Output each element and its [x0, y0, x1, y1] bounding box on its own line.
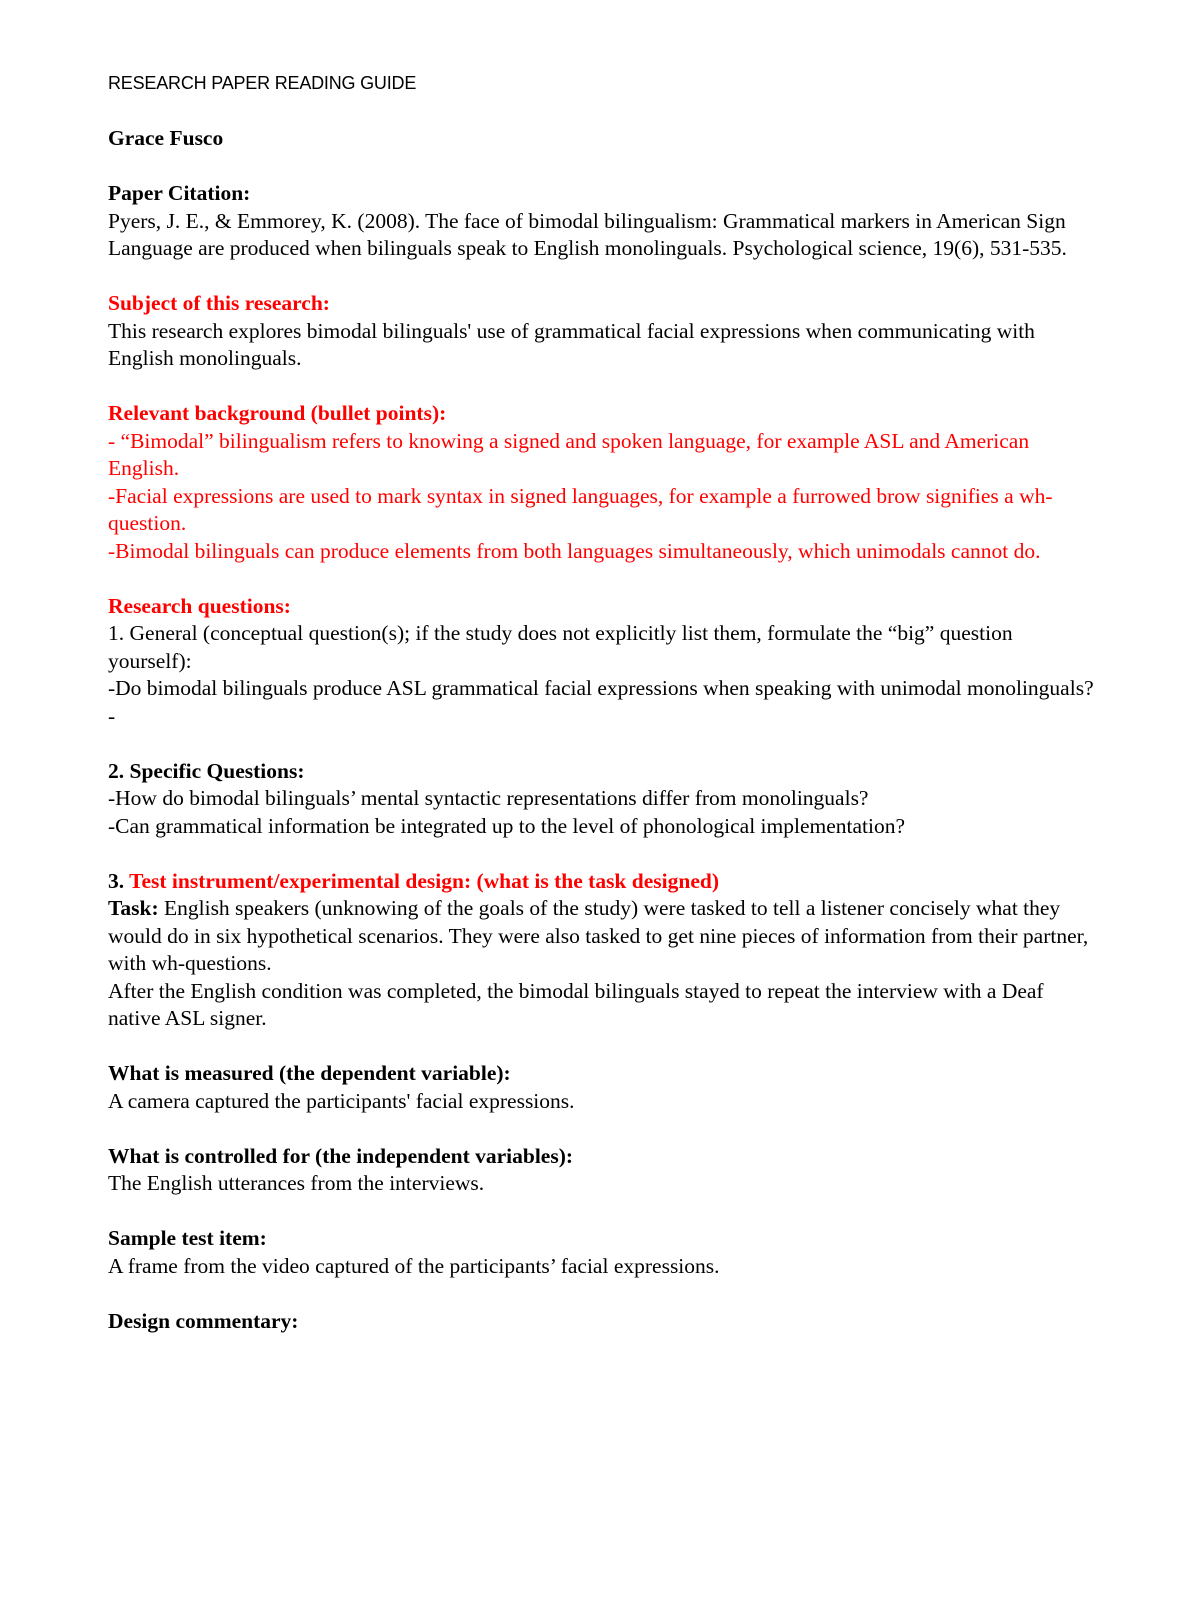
specific-question-item: -Can grammatical information be integrated up to the level of phonological implementation?: [108, 813, 906, 838]
commentary-label: Design commentary:: [108, 1308, 299, 1333]
page-header: RESEARCH PAPER READING GUIDE: [108, 73, 417, 93]
background-bullet: -Bimodal bilinguals can produce elements from both languages simultaneously, which unimodals cannot do.: [108, 538, 1041, 563]
controlled-text: The English utterances from the interviews.: [108, 1171, 485, 1195]
background-bullet: - “Bimodal” bilingualism refers to knowing a signed and spoken language, for example ASL and American English.: [108, 428, 1030, 480]
design-label: Test instrument/experimental design: (what is the task designed): [124, 868, 719, 893]
specific-questions-label: 2. Specific Questions:: [108, 758, 305, 783]
design-heading: [108, 868, 1098, 896]
author-name: Grace Fusco: [108, 126, 224, 150]
measured-text: A camera captured the participants' facial expressions.: [108, 1088, 575, 1113]
general-question-item: -Do bimodal bilinguals produce ASL grammatical facial expressions when speaking with unimodal monolinguals?: [108, 676, 1094, 700]
task-paragraph: [108, 895, 1098, 978]
research-questions-label: Research questions:: [108, 593, 291, 618]
background-label: Relevant background (bullet points):: [108, 401, 447, 425]
subject-label: Subject of this research:: [108, 291, 330, 315]
citation-label: Paper Citation:: [108, 181, 251, 205]
design-number: 3.: [108, 868, 125, 893]
background-bullet: -Facial expressions are used to mark syntax in signed languages, for example a furrowed brow signifies a wh-question.: [108, 483, 1053, 535]
citation-text: Pyers, J. E., & Emmorey, K. (2008). The face of bimodal bilingualism: Grammatical markers in American Sign Language are produced when bilinguals speak to English monolinguals. Psychological science, 19(6), 531-535.: [108, 208, 1067, 260]
sample-label: Sample test item:: [108, 1226, 267, 1250]
sample-text: A frame from the video captured of the participants’ facial expressions.: [108, 1253, 720, 1278]
measured-label: What is measured (the dependent variable):: [108, 1061, 511, 1085]
task-text-continued: After the English condition was completed, the bimodal bilinguals stayed to repeat the interview with a Deaf native ASL signer.: [108, 978, 1044, 1030]
general-question-item: -: [108, 703, 116, 728]
task-label: Task:: [108, 896, 159, 920]
document-content: [108, 70, 1098, 1335]
subject-text: This research explores bimodal bilinguals' use of grammatical facial expressions when communicating with English monolinguals.: [108, 318, 1035, 370]
controlled-label: What is controlled for (the independent variables):: [108, 1143, 574, 1168]
specific-question-item: -How do bimodal bilinguals’ mental syntactic representations differ from monolinguals?: [108, 786, 869, 810]
task-text: English speakers (unknowing of the goals of the study) were tasked to tell a listener concisely what they would do in six hypothetical scenarios. They were also tasked to get nine pieces of information from their partner, with wh-questions.: [108, 896, 1089, 975]
general-question-label: 1. General (conceptual question(s); if the study does not explicitly list them, formulate the “big” question yourself):: [108, 621, 1013, 673]
